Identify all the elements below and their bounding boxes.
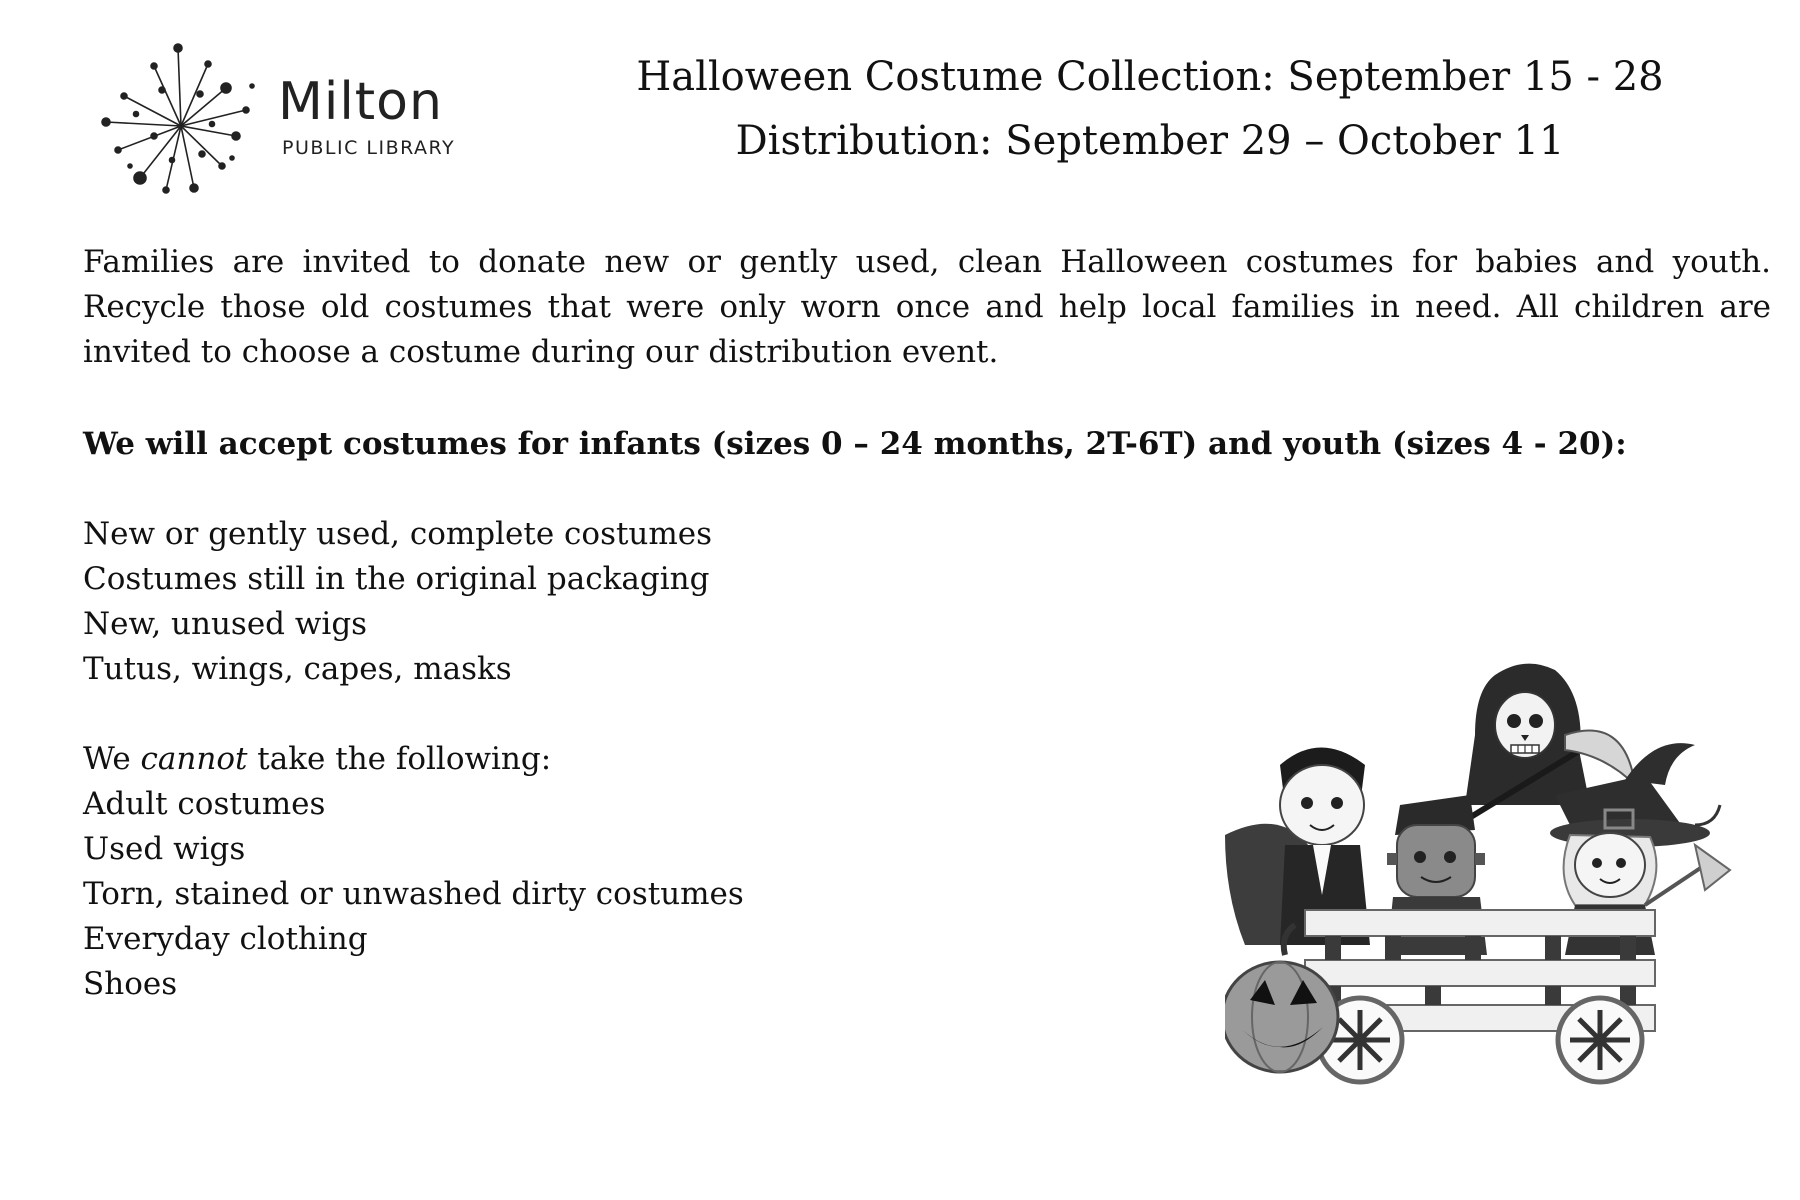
accept-list bbox=[83, 512, 712, 692]
reject-list bbox=[83, 782, 744, 1007]
reject-heading bbox=[83, 737, 551, 782]
list-item: New or gently used, complete costumes bbox=[83, 516, 713, 552]
list-item: Shoes bbox=[83, 966, 178, 1002]
reject-heading-suffix: take the following: bbox=[247, 741, 552, 777]
kids-in-costumes-wagon-icon bbox=[1225, 655, 1765, 1115]
list-item: Used wigs bbox=[83, 831, 246, 867]
list-item: Torn, stained or unwashed dirty costumes bbox=[83, 876, 744, 912]
intro-paragraph: Families are invited to donate new or gently used, clean Halloween costumes for babies and youth. Recycle those old costumes that were only worn once and help local families in need. All children are invited to choose a costume during our distribution event. bbox=[83, 244, 1771, 370]
list-item: Tutus, wings, capes, masks bbox=[83, 651, 512, 687]
accept-heading: We will accept costumes for infants (sizes 0 – 24 months, 2T-6T) and youth (sizes 4 - 20): bbox=[83, 426, 1627, 462]
list-item: New, unused wigs bbox=[83, 606, 368, 642]
library-logo bbox=[96, 38, 496, 208]
logo-subtitle: PUBLIC LIBRARY bbox=[282, 137, 456, 159]
reject-heading-prefix: We bbox=[83, 741, 141, 777]
reject-heading-emphasis: cannot bbox=[140, 741, 248, 777]
list-item: Adult costumes bbox=[83, 786, 326, 822]
logo-name: Milton bbox=[278, 72, 443, 132]
wagon-wheel-icon bbox=[1558, 998, 1642, 1082]
collection-dates-heading: Halloween Costume Collection: September 15 - 28 bbox=[636, 54, 1664, 100]
jack-o-lantern-icon bbox=[1225, 925, 1338, 1072]
list-item: Everyday clothing bbox=[83, 921, 368, 957]
distribution-dates-heading: Distribution: September 29 – October 11 bbox=[735, 118, 1565, 164]
list-item: Costumes still in the original packaging bbox=[83, 561, 710, 597]
starburst-logo-icon bbox=[96, 38, 266, 208]
